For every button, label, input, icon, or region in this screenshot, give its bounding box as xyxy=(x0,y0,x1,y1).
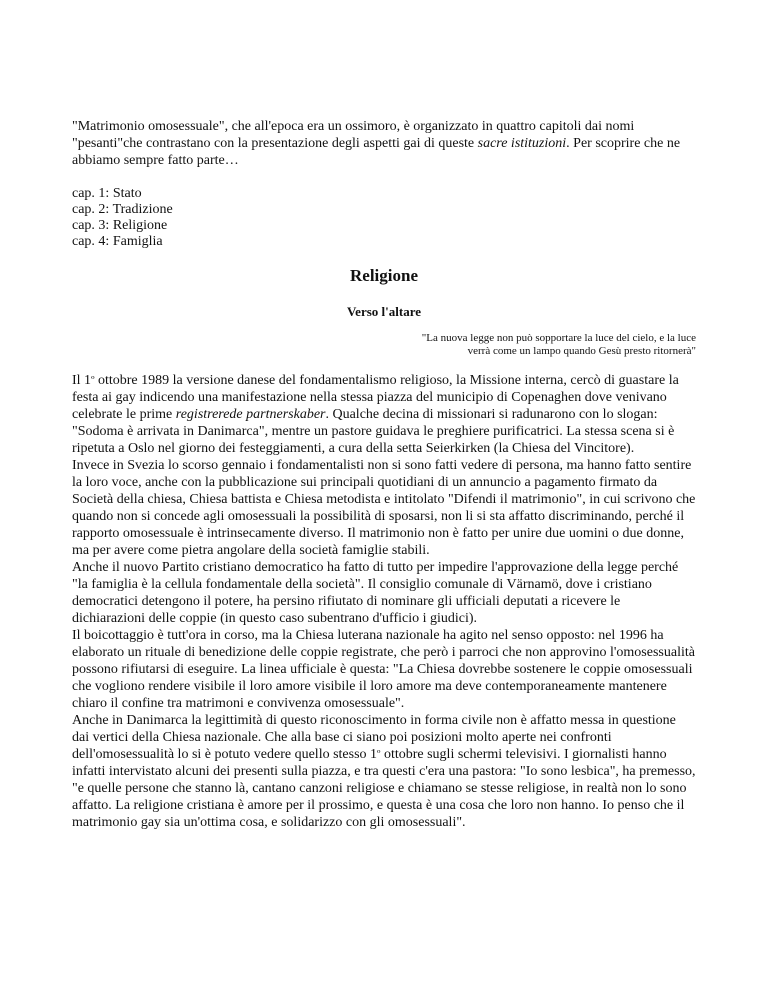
body-paragraph-2: Invece in Svezia lo scorso gennaio i fondamentalisti non si sono fatti vedere di persona, ma hanno fatto sentire la loro voce, anche con la pubblicazione sui principali quotidiani di un annuncio a pagamento firmato da Società della chiesa, Chiesa battista e Chiesa metodista e intitolato "Difendi il matrimonio", in cui scrivono che quando non si concede agli omosessuali la possibilità di sposarsi, non li si sta affatto discriminando, perché il rapporto omosessuale è intrinsecamente diverso. Il matrimonio non è fatto per unire due uomini o due donne, ma per avere come pietra angolare della società famiglie stabili. xyxy=(72,458,696,558)
intro-text-before: "Matrimonio omosessuale", che all'epoca era un ossimoro, è organizzato in quattro capitoli dai nomi "pesanti"che contrastano con la presentazione degli aspetti gai di queste xyxy=(72,119,635,151)
intro-paragraph xyxy=(72,118,696,169)
intro-italic: sacre istituzioni xyxy=(477,136,567,151)
body-paragraph-4: Il boicottaggio è tutt'ora in corso, ma la Chiesa luterana nazionale ha agito nel senso opposto: nel 1996 ha elaborato un rituale di benedizione delle coppie registrate, che però i parroci che non approvino l'omosessualità possono rifiutarsi di eseguire. La linea ufficiale è questa: "La Chiesa dovrebbe sostenere le coppie omosessuali che vogliono rendere visibile il loro amore visibile il loro amore ma deve contemporaneamente mantenere chiaro il confine tra matrimoni e convivenza omosessuale". xyxy=(72,628,695,711)
body-text: Il 1 xyxy=(72,373,92,388)
body-text: . Qualche decina di missionari si radunarono con lo slogan: "Sodoma è arrivata in Danimarca", mentre un pastore guidava le preghiere purificatrici. La stessa scena si è ripetuta a Oslo nel giorno dei festeggiamenti, a cura della setta Seierkirken (la Chiesa del Vincitore). xyxy=(72,407,675,456)
article-body xyxy=(72,372,696,831)
body-text: Anche in Danimarca la legittimità di questo riconoscimento in forma civile non è affatto messa in questione dai vertici della Chiesa nazionale. Che alla base ci siano poi posizioni molto aperte nei confronti dell'omosessualità lo si è potuto vedere quello stesso 1 xyxy=(72,713,676,762)
body-paragraph-3: Anche il nuovo Partito cristiano democratico ha fatto di tutto per impedire l'approvazione della legge perché "la famiglia è la cellula fondamentale della società". Il consiglio comunale di Värnamö, dove i cristiano democratici detengono il potere, ha persino rifiutato di nominare gli ufficiali deputati a ricevere le dichiarazioni delle coppie (in questo caso subentrano d'ufficio i giudici). xyxy=(72,560,679,626)
chapter-item: cap. 3: Religione xyxy=(72,218,168,233)
chapter-item: cap. 2: Tradizione xyxy=(72,202,173,217)
ordinal-mark: º xyxy=(91,374,95,386)
epigraph-quote xyxy=(312,332,696,358)
body-paragraph-5 xyxy=(72,712,696,831)
intro-text-after: . Per scoprire che ne abbiamo sempre fatto parte… xyxy=(72,136,681,168)
chapter-item: cap. 4: Famiglia xyxy=(72,234,163,249)
chapter-list xyxy=(72,186,696,250)
subtitle: Verso l'altare xyxy=(346,304,421,319)
ordinal-mark: º xyxy=(377,748,381,760)
italic-term: registrerede partnerskaber xyxy=(175,407,326,422)
quote-line-1: "La nuova legge non può sopportare la luce del cielo, e la luce xyxy=(421,332,696,344)
body-text: ottobre sugli schermi televisivi. I giornalisti hanno infatti intervistato alcuni dei presenti sulla piazza, e tra questi c'era una pastora: "Io sono lesbica", ha premesso, "e quelle persone che stanno là, cantano canzoni religiose e chiamano se stesse religiose, in realtà non lo sono affatto. La religione cristiana è amore per il prossimo, e questa è una cosa che loro non hanno. Io penso che il matrimonio gay sia un'ottima cosa, e solidarizzo con gli omosessuali". xyxy=(72,747,696,830)
body-paragraph-1 xyxy=(72,372,696,457)
document-page xyxy=(72,118,696,831)
section-title: Religione xyxy=(350,266,418,285)
body-text: ottobre 1989 la versione danese del fondamentalismo religioso, la Missione interna, cercò di guastare la festa ai gay indicendo una manifestazione nella stessa piazza del municipio di Copenaghen dove venivano celebrate le prime xyxy=(72,373,679,422)
quote-line-2: verrà come un lampo quando Gesù presto ritornerà" xyxy=(467,345,696,357)
chapter-item: cap. 1: Stato xyxy=(72,186,142,201)
